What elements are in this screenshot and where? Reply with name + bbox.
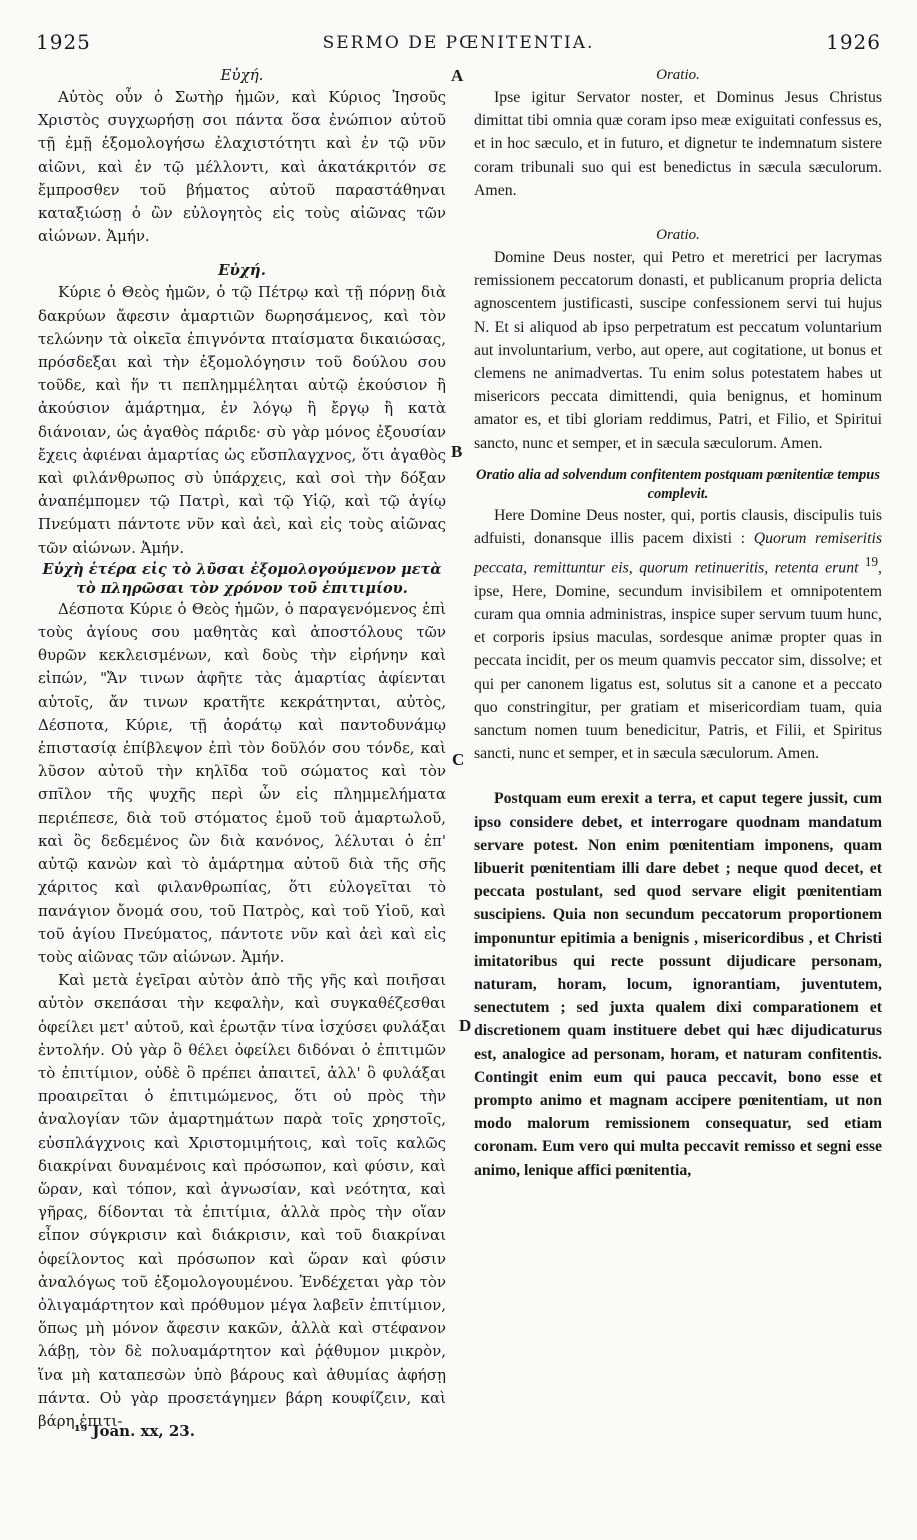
section-marker-c: C (452, 750, 465, 769)
greek-column (38, 64, 446, 1433)
greek-heading-3: Εὐχὴ ἑτέρα εἰς τὸ λῦσαι ἐξομολογούμενον μετὰ τὸ πληρῶσαι τὸν χρόνον τοῦ ἐπιτιμίου. (42, 560, 442, 597)
latin-paragraph-4: Postquam eum erexit a terra, et caput tegere jussit, cum ipso considere debet, et interrogare quodnam mandatum servare potest. Non enim pœnitentiam imponens, quam libuerit pœnitentiam illi dare debet ; neque quod decet, et peccata postulant, sed quod servare eligit pœnitentiam suscipiens. Quia non secundum peccatorum proportionem imponuntur epitimia a benignis , misericordibus , et Christi imitatoribus qui recte possunt dijudicare personam, naturam, horam, locum, ignorantiam, juventutem, senectutem ; sed juxta qualem dixi comparationem et discretionem quam instituere debet qui hæc dijudicaturus est, analogice ad personam, horam, et naturam confitentis. Contingit enim eum qui pauca peccavit, bono esse et prompto animo et magnam accipere pœnitentiam, ut non modo malorum remissionem consequatur, sed etiam coronam. Eum vero qui multa peccavit remisso et segni esse animo, lenique affici pœnitentia, (474, 790, 882, 1179)
scripture-quote: Quorum remiseritis peccata, remittuntur eis, quorum retinueritis, retenta erunt (474, 530, 882, 577)
greek-paragraph-2: Κύριε ὁ Θεὸς ἡμῶν, ὁ τῷ Πέτρῳ καὶ τῇ πόρνῃ διὰ δακρύων ἄφεσιν ἁμαρτιῶν δωρησάμενος, καὶ τὸν τελώνην τὰ οἰκεῖα ἐπιγνόντα πταίσματα δικαιώσας, πρόσδεξαι καὶ τὴν ἐξομολόγησιν τοῦ δούλου σου τοῦδε, καὶ ἥν τι πεπλημμέληται αὐτῷ ἑκούσιον ἢ ἀκούσιον ἁμάρτημα, ἐν λόγῳ ἢ ἔργῳ ἢ κατὰ διάνοιαν, ὡς ἀγαθὸς πάριδε· σὺ γὰρ μόνος ἐξουσίαν ἔχεις ἀφιέναι ἁμαρτίας ὡς εὔσπλαγχνος, ὅτι ἀγαθὸς καὶ φιλάνθρωπος σὺ ὑπάρχεις, καὶ σοὶ τὴν δόξαν ἀναπέμπομεν τῷ Πατρὶ, καὶ τῷ Υἱῷ, καὶ τῷ ἁγίῳ Πνεύματι πάντοτε νῦν καὶ ἀεὶ, καὶ εἰς τοὺς αἰῶνας τῶν αἰώνων. Ἀμήν. (38, 283, 446, 557)
page-header (36, 30, 881, 58)
footnote: ¹⁹ Joan. xx, 23. (74, 1422, 195, 1440)
latin-heading-3: Oratio alia ad solvendum confitentem postquam pœnitentiæ tempus complevit. (475, 466, 881, 502)
latin-paragraph-2: Domine Deus noster, qui Petro et meretrici per lacrymas remissionem peccatorum donasti, et publicanum propria delicta agnoscentem justificasti, suscipe confessionem servi tui hujus N. Et si aliquod ab ipso perpetratum est peccatum voluntarium aut involuntarium, verbo, aut opere, aut cogitatione, ut bonus et clemens ne animadvertas. Tu enim solus potestatem habes ut misericors peccata dimittendi, quia benignus, et hominum amator es, et tibi gloriam reddimus, Patri, et Filio, et Spiritui sancto, nunc et semper, et in sæcula sæculorum. Amen. (474, 249, 882, 452)
latin-heading-2: Oratio. (656, 227, 700, 244)
greek-heading-2: Εὐχή. (218, 261, 266, 280)
section-marker-d: D (459, 1016, 472, 1035)
greek-paragraph-4: Καὶ μετὰ ἐγεῖραι αὐτὸν ἀπὸ τῆς γῆς καὶ ποιῆσαι αὐτὸν σκεπάσαι τὴν κεφαλὴν, καὶ συγκαθέζεσθαι ὀφείλει μετ' αὐτοῦ, καὶ ἐρωτᾷν τίνα ἰσχύσει φυλάξαι ἐντολήν. Οὐ γὰρ ὃ θέλει ὀφείλει διδόναι ὁ ἐπιτιμῶν τὸ ἐπιτίμιον, οὐδὲ ὃ πρέπει ἀπαιτεῖ, ἀλλ' ὃ φυλάξαι προαιρεῖται ὁ ἐπιτιμώμενος, ὅτι οὐ πρὸς τὴν ἀναλογίαν τῶν ἁμαρτημάτων παρὰ τοῖς χρηστοῖς, εὐσπλάγχνοις καὶ Χριστομιμήτοις, καὶ τοῖς καλῶς διακρίναι δυναμένοις καὶ πρόσωπον, καὶ φύσιν, καὶ ὥραν, καὶ τόπον, καὶ ἀγνωσίαν, καὶ νεότητα, καὶ γῆρας, δίδονται τὰ ἐπιτίμια, ἀλλὰ πρὸς τὴν οἵαν εἶπον σύγκρισιν καὶ διάκρισιν, καὶ τοῦ διακρίναι ὀφείλοντος καὶ πρόσωπον καὶ ὥραν καὶ φύσιν ἀναλόγως τοῦ ἐξομολογουμένου. Ἐνδέχεται γὰρ τὸν ὀλιγαμάρτητον καὶ πρόθυμον μέγα λαβεῖν ἐπιτίμιον, ὅπως μὴ μόνον ἄφεσιν κακῶν, ἀλλὰ καὶ στέφανον λάβῃ, τὸν δὲ πολυαμάρτητον καὶ ῥᾴθυμον μικρὸν, ἵνα μὴ καταπεσὼν ὑπὸ βάρους καὶ ἀθυμίας ἀφήσῃ πάντα. Οὐ γὰρ προσετάγημεν βάρη κουφίζειν, καὶ βάρη ἐπιτι- (38, 971, 446, 1430)
latin-p3-intro: Here Domine Deus noster, qui, portis clausis, discipulis tuis adfuisti, donansque illis pacem dixisti : (474, 506, 882, 548)
latin-paragraph-1: Ipse igitur Servator noster, et Dominus Jesus Christus dimittat tibi omnia quæ coram ipso meæ exiguitati confessus es, et in hoc sæculo, et in futuro, et dignetur te indemnatum sistere coram tribunali suo qui est benedictus in sæcula sæculorum. Amen. (474, 89, 882, 199)
footnote-reference: 19 (864, 554, 879, 570)
section-marker-b: B (451, 442, 463, 461)
page-number-left: 1925 (36, 30, 91, 54)
latin-paragraph-3 (474, 504, 882, 766)
greek-paragraph-1: Αὐτὸς οὖν ὁ Σωτὴρ ἡμῶν, καὶ Κύριος Ἰησοῦς Χριστὸς συγχωρήσῃ σοι πάντα ὅσα ἐνώπιον αὐτοῦ τῇ ἐμῇ ἐξομολογήσω ἐλαχιστότητι καὶ ἐν τῷ νῦν αἰῶνι, καὶ ἐν τῷ μέλλοντι, καὶ ἀκατάκριτόν σε ἔμπροσθεν τοῦ βήματος αὐτοῦ παραστάθηναι καταξιώσῃ ὁ ὢν εὐλογητὸς εἰς τοὺς αἰῶνας τῶν αἰώνων. Ἀμήν. (38, 88, 446, 246)
latin-heading-1: Oratio. (656, 67, 700, 83)
page-number-right: 1926 (826, 30, 881, 54)
section-marker-a: A (451, 66, 464, 85)
greek-heading-1: Εὐχή. (220, 66, 264, 84)
latin-column (474, 64, 882, 1182)
running-title: SERMO DE PŒNITENTIA. (322, 33, 595, 53)
latin-p3-rest: , ipse, Here, Domine, secundum invisibilem et omnipotentem curam qua omnia administras, inspice super servum tuum hunc, et corporis ipsius maculas, sordesque animæ propter quas in peccata incidit, per os meum quamvis peccator sim, dissolve; et qui per canonem ligatus est, solutus sit a canone et a peccato quo constringitur, per gratiam et misericordiam tuam, quia sanctum nomen tuum benedicitur, Patris, et Filii, et Spiritus sancti, nunc et semper, et in sæcula sæculorum. Amen. (474, 559, 882, 763)
greek-paragraph-3: Δέσποτα Κύριε ὁ Θεὸς ἡμῶν, ὁ παραγενόμενος ἐπὶ τοὺς ἁγίους σου μαθητὰς καὶ ἀποστόλους τῶν θυρῶν κεκλεισμένων, καὶ δοὺς τὴν εἰρήνην καὶ εἰπών, "Ἄν τινων ἀφῆτε τὰς ἁμαρτίας ἀφίενται αὐτοῖς, ἄν τινων κρατῆτε κεκράτηνται, αὐτὸς, Δέσποτα, Κύριε, τῇ ἀοράτῳ καὶ παντοδυνάμῳ ἐπιστασίᾳ ἐπίβλεψον ἐπὶ τὸν δοῦλόν σου τόνδε, καὶ λῦσον αὐτοῦ τὴν κηλῖδα τοῦ σώματος καὶ τὸν σπῖλον τῆς ψυχῆς περὶ ὧν εἰς πλημμελήματα περιέπεσε, διὰ τοῦ στόματος ἐμοῦ τοῦ ἁμαρτωλοῦ, καὶ ὃς δεδεμένος ὢν διὰ κανόνος, λέλυται ὁ ἐπ' αὐτῷ κανὼν καὶ τὸ ἁμάρτημα αὐτοῦ διὰ τῆς σῆς χάριτος καὶ φιλανθρωπίας, ὅτι εὐλογεῖται τὸ πανάγιον ὄνομά σου, τοῦ Πατρὸς, καὶ τοῦ Υἱοῦ, καὶ τοῦ ἁγίου Πνεύματος, πάντοτε νῦν καὶ ἀεὶ καὶ εἰς τοὺς αἰῶνας τῶν αἰώνων. Ἀμήν. (38, 599, 446, 966)
